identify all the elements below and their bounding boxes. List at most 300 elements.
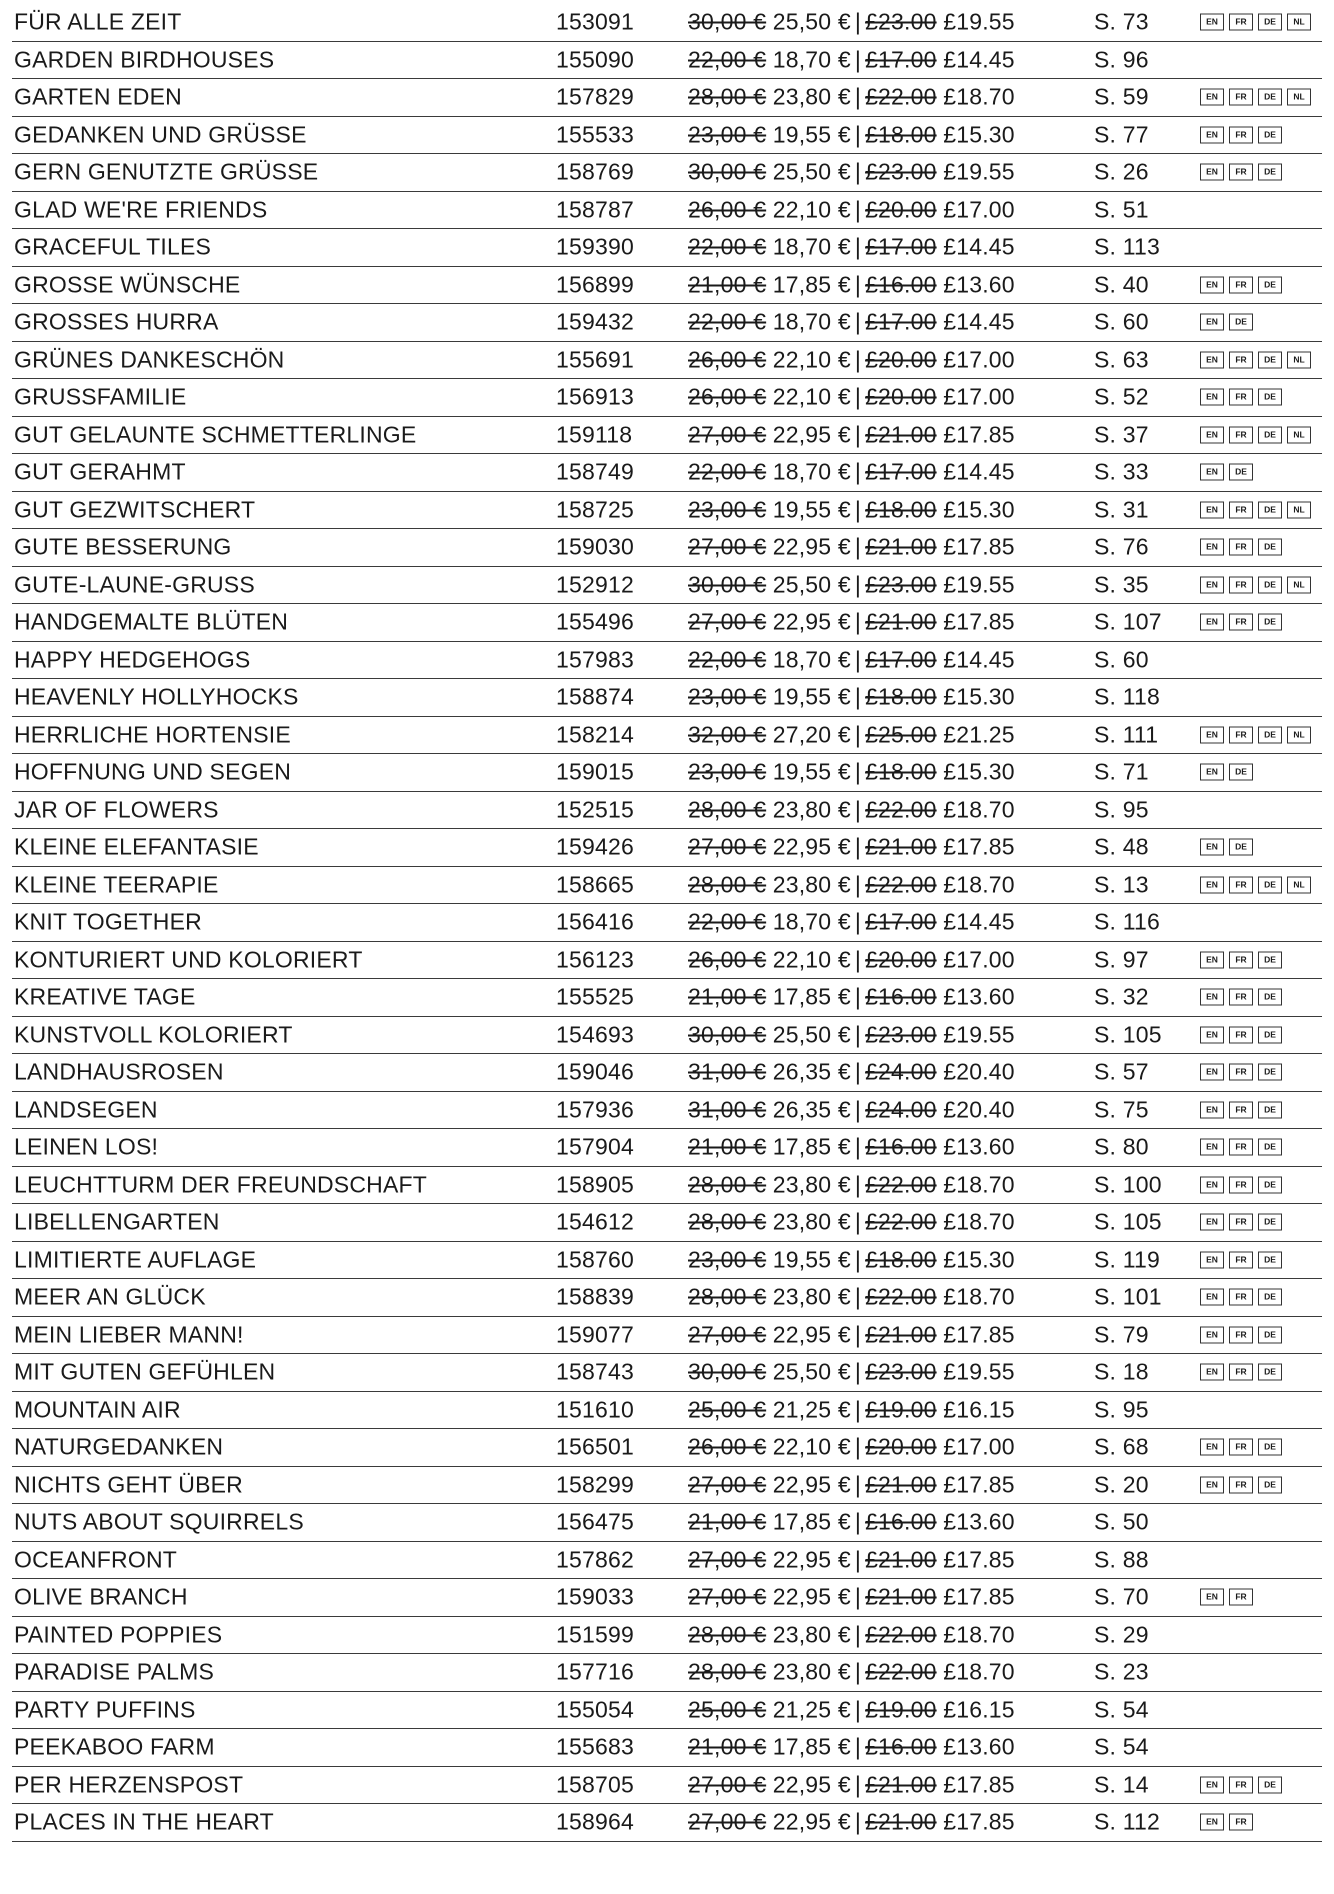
gbp-new-price: £17.85: [943, 608, 1015, 635]
eur-new-price: 22,95 €: [772, 533, 851, 560]
language-badge: FR: [1229, 1776, 1253, 1793]
table-row: [12, 79, 1322, 117]
catalog-page: S. 23: [1094, 1658, 1149, 1685]
table-row: [12, 1129, 1322, 1167]
price-cell: [688, 9, 1015, 36]
language-badge: FR: [1229, 426, 1253, 443]
product-name: JAR OF FLOWERS: [14, 796, 219, 823]
eur-old-price: 22,00 €: [688, 908, 767, 935]
eur-new-price: 19,55 €: [772, 121, 851, 148]
price-separator: |: [854, 1546, 862, 1573]
language-badges: [1200, 764, 1253, 781]
gbp-new-price: £17.85: [943, 833, 1015, 860]
product-number: 159033: [556, 1583, 634, 1610]
price-separator: |: [854, 121, 862, 148]
language-badge: EN: [1200, 1101, 1224, 1118]
catalog-page: S. 40: [1094, 271, 1149, 298]
language-badge: DE: [1258, 1289, 1282, 1306]
product-name: GROSSE WÜNSCHE: [14, 271, 241, 298]
product-name: HOFFNUNG UND SEGEN: [14, 758, 292, 785]
language-badge: FR: [1229, 1139, 1253, 1156]
eur-new-price: 19,55 €: [772, 683, 851, 710]
gbp-new-price: £14.45: [943, 908, 1015, 935]
catalog-page: S. 76: [1094, 533, 1149, 560]
price-cell: [688, 1771, 1015, 1798]
language-badge: EN: [1200, 1026, 1224, 1043]
product-name: MIT GUTEN GEFÜHLEN: [14, 1358, 276, 1385]
eur-old-price: 22,00 €: [688, 646, 767, 673]
catalog-page: S. 33: [1094, 458, 1149, 485]
language-badge: DE: [1229, 839, 1253, 856]
language-badge: DE: [1229, 764, 1253, 781]
product-number: 157862: [556, 1546, 634, 1573]
eur-new-price: 23,80 €: [772, 871, 851, 898]
price-cell: [688, 646, 1015, 673]
price-cell: [688, 759, 1015, 786]
product-number: 156913: [556, 383, 634, 410]
table-row: [12, 1617, 1322, 1655]
language-badges: [1200, 1814, 1253, 1831]
table-row: [12, 1429, 1322, 1467]
gbp-old-price: £22.00: [865, 796, 937, 823]
table-row: [12, 1242, 1322, 1280]
price-cell: [688, 1584, 1015, 1611]
eur-new-price: 22,10 €: [772, 383, 851, 410]
eur-old-price: 22,00 €: [688, 458, 767, 485]
table-row: [12, 867, 1322, 905]
price-separator: |: [854, 158, 862, 185]
language-badge: FR: [1229, 576, 1253, 593]
product-name: FÜR ALLE ZEIT: [14, 8, 182, 35]
eur-new-price: 17,85 €: [772, 1133, 851, 1160]
gbp-new-price: £14.45: [943, 46, 1015, 73]
language-badge: FR: [1229, 351, 1253, 368]
gbp-old-price: £23.00: [865, 1358, 937, 1385]
eur-old-price: 27,00 €: [688, 1546, 767, 1573]
eur-old-price: 26,00 €: [688, 346, 767, 373]
eur-new-price: 25,50 €: [772, 8, 851, 35]
language-badge: EN: [1200, 539, 1224, 556]
price-separator: |: [854, 496, 862, 523]
eur-old-price: 23,00 €: [688, 1246, 767, 1273]
language-badge: DE: [1258, 1176, 1282, 1193]
eur-new-price: 25,50 €: [772, 158, 851, 185]
language-badge: EN: [1200, 501, 1224, 518]
product-number: 155691: [556, 346, 634, 373]
eur-new-price: 19,55 €: [772, 496, 851, 523]
language-badge: EN: [1200, 89, 1224, 106]
gbp-old-price: £21.00: [865, 1808, 937, 1835]
language-badge: DE: [1258, 951, 1282, 968]
gbp-old-price: £20.00: [865, 946, 937, 973]
table-row: [12, 1654, 1322, 1692]
language-badge: DE: [1229, 314, 1253, 331]
language-badges: [1200, 1776, 1282, 1793]
gbp-old-price: £18.00: [865, 1246, 937, 1273]
language-badge: EN: [1200, 1326, 1224, 1343]
language-badge: FR: [1229, 1026, 1253, 1043]
product-number: 156123: [556, 946, 634, 973]
catalog-page: S. 68: [1094, 1433, 1149, 1460]
gbp-old-price: £22.00: [865, 1283, 937, 1310]
product-name: OLIVE BRANCH: [14, 1583, 188, 1610]
language-badge: FR: [1229, 1814, 1253, 1831]
price-separator: |: [854, 1396, 862, 1423]
eur-old-price: 30,00 €: [688, 8, 767, 35]
product-number: 155533: [556, 121, 634, 148]
eur-old-price: 21,00 €: [688, 1733, 767, 1760]
price-separator: |: [854, 308, 862, 335]
eur-new-price: 22,95 €: [772, 833, 851, 860]
eur-new-price: 22,10 €: [772, 946, 851, 973]
eur-old-price: 28,00 €: [688, 1658, 767, 1685]
language-badge: NL: [1287, 876, 1311, 893]
table-row: [12, 829, 1322, 867]
price-cell: [688, 1021, 1015, 1048]
catalog-page: S. 14: [1094, 1771, 1149, 1798]
price-cell: [688, 1809, 1015, 1836]
language-badge: NL: [1287, 89, 1311, 106]
price-list-table: [12, 4, 1322, 1842]
eur-old-price: 30,00 €: [688, 571, 767, 598]
price-separator: |: [854, 1021, 862, 1048]
price-cell: [688, 121, 1015, 148]
product-name: LEINEN LOS!: [14, 1133, 159, 1160]
catalog-page: S. 95: [1094, 1396, 1149, 1423]
language-badge: DE: [1229, 464, 1253, 481]
gbp-old-price: £25.00: [865, 721, 937, 748]
language-badge: FR: [1229, 1176, 1253, 1193]
eur-old-price: 30,00 €: [688, 1358, 767, 1385]
eur-old-price: 21,00 €: [688, 1133, 767, 1160]
product-number: 158743: [556, 1358, 634, 1385]
eur-new-price: 17,85 €: [772, 271, 851, 298]
gbp-new-price: £15.30: [943, 683, 1015, 710]
language-badge: DE: [1258, 389, 1282, 406]
table-row: [12, 454, 1322, 492]
language-badge: DE: [1258, 14, 1282, 31]
product-number: 155090: [556, 46, 634, 73]
language-badge: FR: [1229, 1064, 1253, 1081]
price-cell: [688, 1171, 1015, 1198]
gbp-old-price: £17.00: [865, 908, 937, 935]
language-badge: FR: [1229, 539, 1253, 556]
eur-new-price: 23,80 €: [772, 1658, 851, 1685]
gbp-old-price: £22.00: [865, 1208, 937, 1235]
price-cell: [688, 1096, 1015, 1123]
price-separator: |: [854, 1433, 862, 1460]
catalog-page: S. 48: [1094, 833, 1149, 860]
table-row: [12, 604, 1322, 642]
language-badge: FR: [1229, 876, 1253, 893]
gbp-old-price: £21.00: [865, 1771, 937, 1798]
price-separator: |: [854, 1171, 862, 1198]
price-cell: [688, 496, 1015, 523]
price-separator: |: [854, 83, 862, 110]
product-name: HAPPY HEDGEHOGS: [14, 646, 251, 673]
gbp-new-price: £16.15: [943, 1396, 1015, 1423]
price-separator: |: [854, 1621, 862, 1648]
product-number: 151610: [556, 1396, 634, 1423]
gbp-old-price: £23.00: [865, 1021, 937, 1048]
eur-old-price: 23,00 €: [688, 121, 767, 148]
language-badge: NL: [1287, 426, 1311, 443]
product-name: LIBELLENGARTEN: [14, 1208, 220, 1235]
gbp-new-price: £15.30: [943, 121, 1015, 148]
price-cell: [688, 84, 1015, 111]
product-name: GUTE BESSERUNG: [14, 533, 232, 560]
table-row: [12, 792, 1322, 830]
table-row: [12, 642, 1322, 680]
table-row: [12, 1729, 1322, 1767]
price-cell: [688, 1621, 1015, 1648]
catalog-page: S. 96: [1094, 46, 1149, 73]
language-badge: EN: [1200, 1064, 1224, 1081]
gbp-old-price: £16.00: [865, 1733, 937, 1760]
gbp-new-price: £18.70: [943, 1283, 1015, 1310]
language-badge: EN: [1200, 276, 1224, 293]
gbp-old-price: £17.00: [865, 308, 937, 335]
eur-old-price: 23,00 €: [688, 496, 767, 523]
language-badges: [1200, 1101, 1282, 1118]
price-separator: |: [854, 1133, 862, 1160]
eur-new-price: 22,10 €: [772, 1433, 851, 1460]
gbp-old-price: £21.00: [865, 421, 937, 448]
language-badges: [1200, 1476, 1282, 1493]
language-badge: DE: [1258, 1139, 1282, 1156]
eur-old-price: 28,00 €: [688, 1208, 767, 1235]
product-number: 158760: [556, 1246, 634, 1273]
language-badges: [1200, 1176, 1282, 1193]
gbp-new-price: £17.85: [943, 1808, 1015, 1835]
gbp-new-price: £14.45: [943, 458, 1015, 485]
eur-new-price: 18,70 €: [772, 233, 851, 260]
gbp-new-price: £16.15: [943, 1696, 1015, 1723]
product-number: 158665: [556, 871, 634, 898]
gbp-old-price: £20.00: [865, 383, 937, 410]
product-name: KLEINE ELEFANTASIE: [14, 833, 259, 860]
gbp-old-price: £16.00: [865, 271, 937, 298]
eur-old-price: 28,00 €: [688, 871, 767, 898]
product-number: 157716: [556, 1658, 634, 1685]
product-number: 154612: [556, 1208, 634, 1235]
gbp-new-price: £15.30: [943, 1246, 1015, 1273]
language-badge: FR: [1229, 1214, 1253, 1231]
eur-old-price: 28,00 €: [688, 1283, 767, 1310]
product-name: NICHTS GEHT ÜBER: [14, 1471, 243, 1498]
price-cell: [688, 1134, 1015, 1161]
language-badge: EN: [1200, 14, 1224, 31]
language-badge: EN: [1200, 351, 1224, 368]
table-row: [12, 1167, 1322, 1205]
price-cell: [688, 1434, 1015, 1461]
catalog-page: S. 111: [1094, 721, 1159, 748]
price-separator: |: [854, 758, 862, 785]
gbp-new-price: £18.70: [943, 1658, 1015, 1685]
product-name: GUT GELAUNTE SCHMETTERLINGE: [14, 421, 417, 448]
price-separator: |: [854, 271, 862, 298]
table-row: [12, 1692, 1322, 1730]
language-badge: DE: [1258, 1251, 1282, 1268]
catalog-page: S. 116: [1094, 908, 1160, 935]
gbp-old-price: £22.00: [865, 1658, 937, 1685]
eur-old-price: 25,00 €: [688, 1696, 767, 1723]
catalog-page: S. 54: [1094, 1696, 1149, 1723]
catalog-page: S. 60: [1094, 308, 1149, 335]
product-name: GEDANKEN UND GRÜSSE: [14, 121, 307, 148]
eur-new-price: 23,80 €: [772, 1208, 851, 1235]
language-badge: NL: [1287, 14, 1311, 31]
eur-old-price: 27,00 €: [688, 1771, 767, 1798]
gbp-new-price: £21.25: [943, 721, 1015, 748]
gbp-old-price: £21.00: [865, 1321, 937, 1348]
language-badge: EN: [1200, 1139, 1224, 1156]
language-badge: FR: [1229, 1589, 1253, 1606]
catalog-page: S. 52: [1094, 383, 1149, 410]
table-row: [12, 529, 1322, 567]
language-badge: DE: [1258, 576, 1282, 593]
eur-old-price: 27,00 €: [688, 1471, 767, 1498]
eur-old-price: 28,00 €: [688, 1621, 767, 1648]
price-separator: |: [854, 683, 862, 710]
language-badge: FR: [1229, 1289, 1253, 1306]
language-badge: NL: [1287, 726, 1311, 743]
catalog-page: S. 107: [1094, 608, 1162, 635]
catalog-page: S. 71: [1094, 758, 1149, 785]
price-separator: |: [854, 1658, 862, 1685]
eur-old-price: 28,00 €: [688, 1171, 767, 1198]
language-badge: EN: [1200, 1289, 1224, 1306]
price-cell: [688, 1471, 1015, 1498]
eur-new-price: 22,10 €: [772, 196, 851, 223]
price-cell: [688, 721, 1015, 748]
table-row: [12, 979, 1322, 1017]
eur-new-price: 17,85 €: [772, 983, 851, 1010]
price-cell: [688, 159, 1015, 186]
product-name: GRÜNES DANKESCHÖN: [14, 346, 285, 373]
gbp-old-price: £23.00: [865, 158, 937, 185]
eur-old-price: 30,00 €: [688, 158, 767, 185]
price-cell: [688, 1209, 1015, 1236]
product-number: 156416: [556, 908, 634, 935]
product-number: 156501: [556, 1433, 634, 1460]
eur-new-price: 18,70 €: [772, 646, 851, 673]
language-badge: DE: [1258, 501, 1282, 518]
language-badges: [1200, 989, 1282, 1006]
catalog-page: S. 51: [1094, 196, 1149, 223]
language-badges: [1200, 1026, 1282, 1043]
language-badge: EN: [1200, 1214, 1224, 1231]
language-badge: FR: [1229, 389, 1253, 406]
gbp-old-price: £17.00: [865, 46, 937, 73]
table-row: [12, 267, 1322, 305]
table-row: [12, 1804, 1322, 1842]
table-row: [12, 1204, 1322, 1242]
product-name: NATURGEDANKEN: [14, 1433, 224, 1460]
table-row: [12, 942, 1322, 980]
gbp-new-price: £13.60: [943, 1733, 1015, 1760]
table-row: [12, 1092, 1322, 1130]
product-name: GERN GENUTZTE GRÜSSE: [14, 158, 319, 185]
product-name: GROSSES HURRA: [14, 308, 219, 335]
price-separator: |: [854, 1733, 862, 1760]
product-name: HANDGEMALTE BLÜTEN: [14, 608, 289, 635]
gbp-new-price: £19.55: [943, 8, 1015, 35]
price-separator: |: [854, 233, 862, 260]
price-separator: |: [854, 1058, 862, 1085]
gbp-old-price: £24.00: [865, 1058, 937, 1085]
product-number: 159030: [556, 533, 634, 560]
eur-old-price: 26,00 €: [688, 946, 767, 973]
table-row: [12, 1054, 1322, 1092]
language-badge: EN: [1200, 576, 1224, 593]
eur-old-price: 27,00 €: [688, 1808, 767, 1835]
product-name: PLACES IN THE HEART: [14, 1808, 274, 1835]
product-name: OCEANFRONT: [14, 1546, 177, 1573]
product-name: KREATIVE TAGE: [14, 983, 196, 1010]
product-name: PEEKABOO FARM: [14, 1733, 215, 1760]
product-number: 154693: [556, 1021, 634, 1048]
language-badge: DE: [1258, 539, 1282, 556]
catalog-page: S. 59: [1094, 83, 1149, 110]
language-badges: [1200, 726, 1311, 743]
language-badge: EN: [1200, 1589, 1224, 1606]
language-badges: [1200, 1326, 1282, 1343]
table-row: [12, 717, 1322, 755]
product-number: 158299: [556, 1471, 634, 1498]
catalog-page: S. 31: [1094, 496, 1149, 523]
eur-new-price: 22,10 €: [772, 346, 851, 373]
catalog-page: S. 50: [1094, 1508, 1149, 1535]
eur-new-price: 18,70 €: [772, 46, 851, 73]
language-badge: EN: [1200, 1814, 1224, 1831]
product-number: 159432: [556, 308, 634, 335]
eur-new-price: 22,95 €: [772, 421, 851, 448]
price-separator: |: [854, 1808, 862, 1835]
catalog-page: S. 112: [1094, 1808, 1160, 1835]
eur-old-price: 26,00 €: [688, 383, 767, 410]
language-badge: DE: [1258, 1476, 1282, 1493]
price-separator: |: [854, 646, 862, 673]
product-name: MOUNTAIN AIR: [14, 1396, 181, 1423]
language-badges: [1200, 1589, 1253, 1606]
table-row: [12, 904, 1322, 942]
product-number: 155683: [556, 1733, 634, 1760]
eur-new-price: 21,25 €: [772, 1696, 851, 1723]
product-number: 158749: [556, 458, 634, 485]
language-badge: EN: [1200, 426, 1224, 443]
gbp-new-price: £18.70: [943, 796, 1015, 823]
language-badge: EN: [1200, 614, 1224, 631]
catalog-page: S. 60: [1094, 646, 1149, 673]
eur-old-price: 21,00 €: [688, 271, 767, 298]
price-separator: |: [854, 1696, 862, 1723]
price-cell: [688, 984, 1015, 1011]
catalog-page: S. 32: [1094, 983, 1149, 1010]
gbp-old-price: £18.00: [865, 121, 937, 148]
table-row: [12, 1317, 1322, 1355]
table-row: [12, 342, 1322, 380]
price-cell: [688, 684, 1015, 711]
gbp-old-price: £20.00: [865, 346, 937, 373]
language-badge: EN: [1200, 764, 1224, 781]
product-number: 155496: [556, 608, 634, 635]
language-badge: FR: [1229, 276, 1253, 293]
language-badge: FR: [1229, 1364, 1253, 1381]
language-badges: [1200, 1364, 1282, 1381]
language-badge: DE: [1258, 1364, 1282, 1381]
price-cell: [688, 196, 1015, 223]
